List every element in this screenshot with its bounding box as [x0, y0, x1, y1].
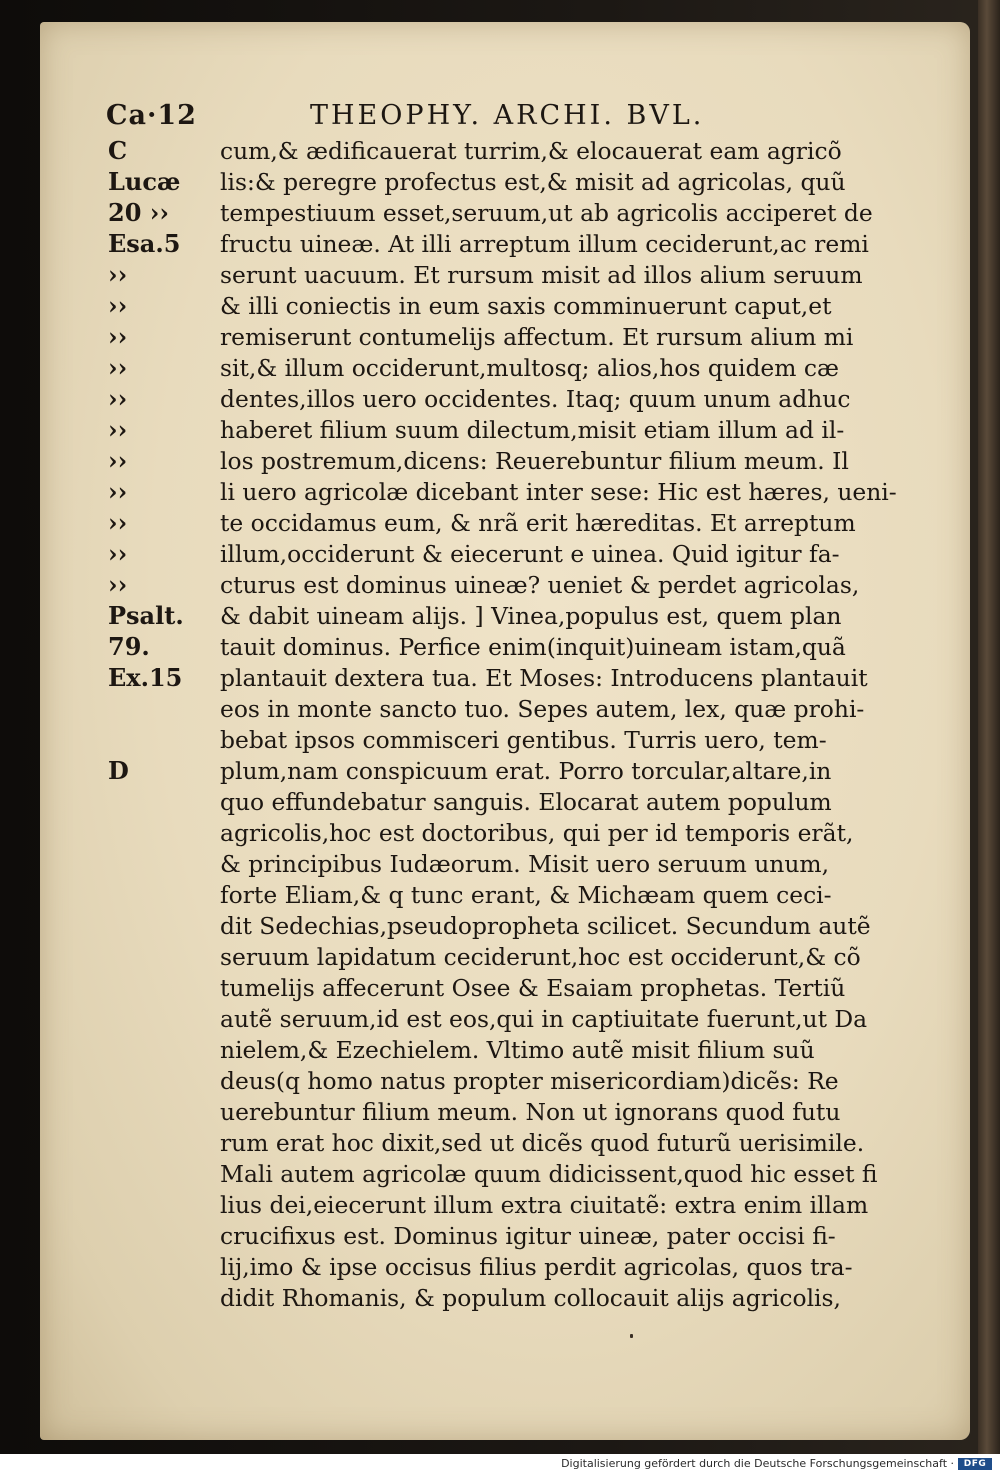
text-line: eos in monte sancto tuo. Sepes autem, lex, quæ prohi-	[220, 695, 865, 723]
text-line: nielem,& Ezechielem. Vltimo autẽ misit filium suũ	[220, 1036, 815, 1064]
text-line: te occidamus eum, & nrã erit hæreditas. Et arreptum	[220, 509, 856, 537]
text-line: rum erat hoc dixit,sed ut dicẽs quod futurũ uerisimile.	[220, 1129, 865, 1157]
ink-speck	[630, 1334, 633, 1338]
margin-note: ››	[108, 322, 128, 351]
margin-note: ››	[108, 508, 128, 537]
margin-note: D	[108, 756, 129, 785]
body-text	[220, 136, 940, 1314]
margin-note: ››	[108, 570, 128, 599]
text-line: lis:& peregre profectus est,& misit ad agricolas, quũ	[220, 168, 846, 196]
margin-note: 20 ››	[108, 198, 169, 227]
text-line: haberet filium suum dilectum,misit etiam illum ad il-	[220, 416, 845, 444]
running-title: THEOPHY. ARCHI. BVL.	[310, 100, 705, 131]
text-line: lij,imo & ipse occisus filius perdit agricolas, quos tra-	[220, 1253, 853, 1281]
digitization-footer	[0, 1454, 1000, 1474]
text-line: seruum lapidatum ceciderunt,hoc est occiderunt,& cõ	[220, 943, 861, 971]
text-line: dentes,illos uero occidentes. Itaq; quum unum adhuc	[220, 385, 851, 413]
margin-note: ››	[108, 415, 128, 444]
margin-note: Lucæ	[108, 167, 181, 196]
text-line: remiserunt contumelijs affectum. Et rursum alium mi	[220, 323, 854, 351]
margin-note: Ex.15	[108, 663, 183, 692]
dfg-logo: DFG	[958, 1458, 992, 1470]
text-line: Mali autem agricolæ quum didicissent,quod hic esset fi	[220, 1160, 878, 1188]
book-page	[40, 22, 970, 1440]
margin-note: C	[108, 136, 128, 165]
text-line: cturus est dominus uineæ? ueniet & perdet agricolas,	[220, 571, 860, 599]
text-line: los postremum,dicens: Reuerebuntur filium meum. Il	[220, 447, 849, 475]
margin-note: ››	[108, 477, 128, 506]
margin-note: ››	[108, 384, 128, 413]
text-line: cum,& ædificauerat turrim,& elocauerat eam agricõ	[220, 137, 842, 165]
page-header	[40, 100, 970, 140]
margin-note: ››	[108, 353, 128, 382]
text-line: li uero agricolæ dicebant inter sese: Hic est hæres, ueni-	[220, 478, 897, 506]
margin-note: ››	[108, 291, 128, 320]
book-edge	[978, 0, 1000, 1454]
text-line: serunt uacuum. Et rursum misit ad illos alium seruum	[220, 261, 863, 289]
margin-note: Esa.5	[108, 229, 181, 258]
text-line: autẽ seruum,id est eos,qui in captiuitate fuerunt,ut Da	[220, 1005, 868, 1033]
text-line: fructu uineæ. At illi arreptum illum ceciderunt,ac remi	[220, 230, 869, 258]
text-line: crucifixus est. Dominus igitur uineæ, pater occisi fi-	[220, 1222, 836, 1250]
text-line: illum,occiderunt & eiecerunt e uinea. Quid igitur fa-	[220, 540, 840, 568]
text-line: & illi coniectis in eum saxis comminuerunt caput,et	[220, 292, 832, 320]
text-line: sit,& illum occiderunt,multosq; alios,hos quidem cæ	[220, 354, 839, 382]
text-line: bebat ipsos commisceri gentibus. Turris uero, tem-	[220, 726, 827, 754]
text-line: forte Eliam,& q tunc erant, & Michæam quem ceci-	[220, 881, 832, 909]
text-line: & dabit uineam alijs. ] Vinea,populus est, quem plan	[220, 602, 842, 630]
text-line: didit Rhomanis, & populum collocauit alijs agricolis,	[220, 1284, 841, 1312]
text-line: deus(q homo natus propter misericordiam)dicẽs: Re	[220, 1067, 839, 1095]
margin-note: 79.	[108, 632, 150, 661]
text-line: agricolis,hoc est doctoribus, qui per id temporis erãt,	[220, 819, 854, 847]
text-line: tumelijs affecerunt Osee & Esaiam prophetas. Tertiũ	[220, 974, 846, 1002]
text-line: plantauit dextera tua. Et Moses: Introducens plantauit	[220, 664, 868, 692]
text-line: quo effundebatur sanguis. Elocarat autem populum	[220, 788, 832, 816]
margin-note: Psalt.	[108, 601, 184, 630]
text-line: tempestiuum esset,seruum,ut ab agricolis acciperet de	[220, 199, 873, 227]
margin-note: ››	[108, 260, 128, 289]
text-line: & principibus Iudæorum. Misit uero seruum unum,	[220, 850, 830, 878]
text-line: dit Sedechias,pseudopropheta scilicet. Secundum autẽ	[220, 912, 871, 940]
text-line: uerebuntur filium meum. Non ut ignorans quod futu	[220, 1098, 841, 1126]
margin-note: ››	[108, 539, 128, 568]
chapter-folio: Ca·12	[106, 100, 197, 131]
text-line: tauit dominus. Perfice enim(inquit)uineam istam,quã	[220, 633, 846, 661]
margin-note: ››	[108, 446, 128, 475]
funding-credit: Digitalisierung gefördert durch die Deutsche Forschungsgemeinschaft ·	[561, 1457, 954, 1470]
text-line: lius dei,eiecerunt illum extra ciuitatẽ: extra enim illam	[220, 1191, 869, 1219]
text-line: plum,nam conspicuum erat. Porro torcular,altare,in	[220, 757, 832, 785]
